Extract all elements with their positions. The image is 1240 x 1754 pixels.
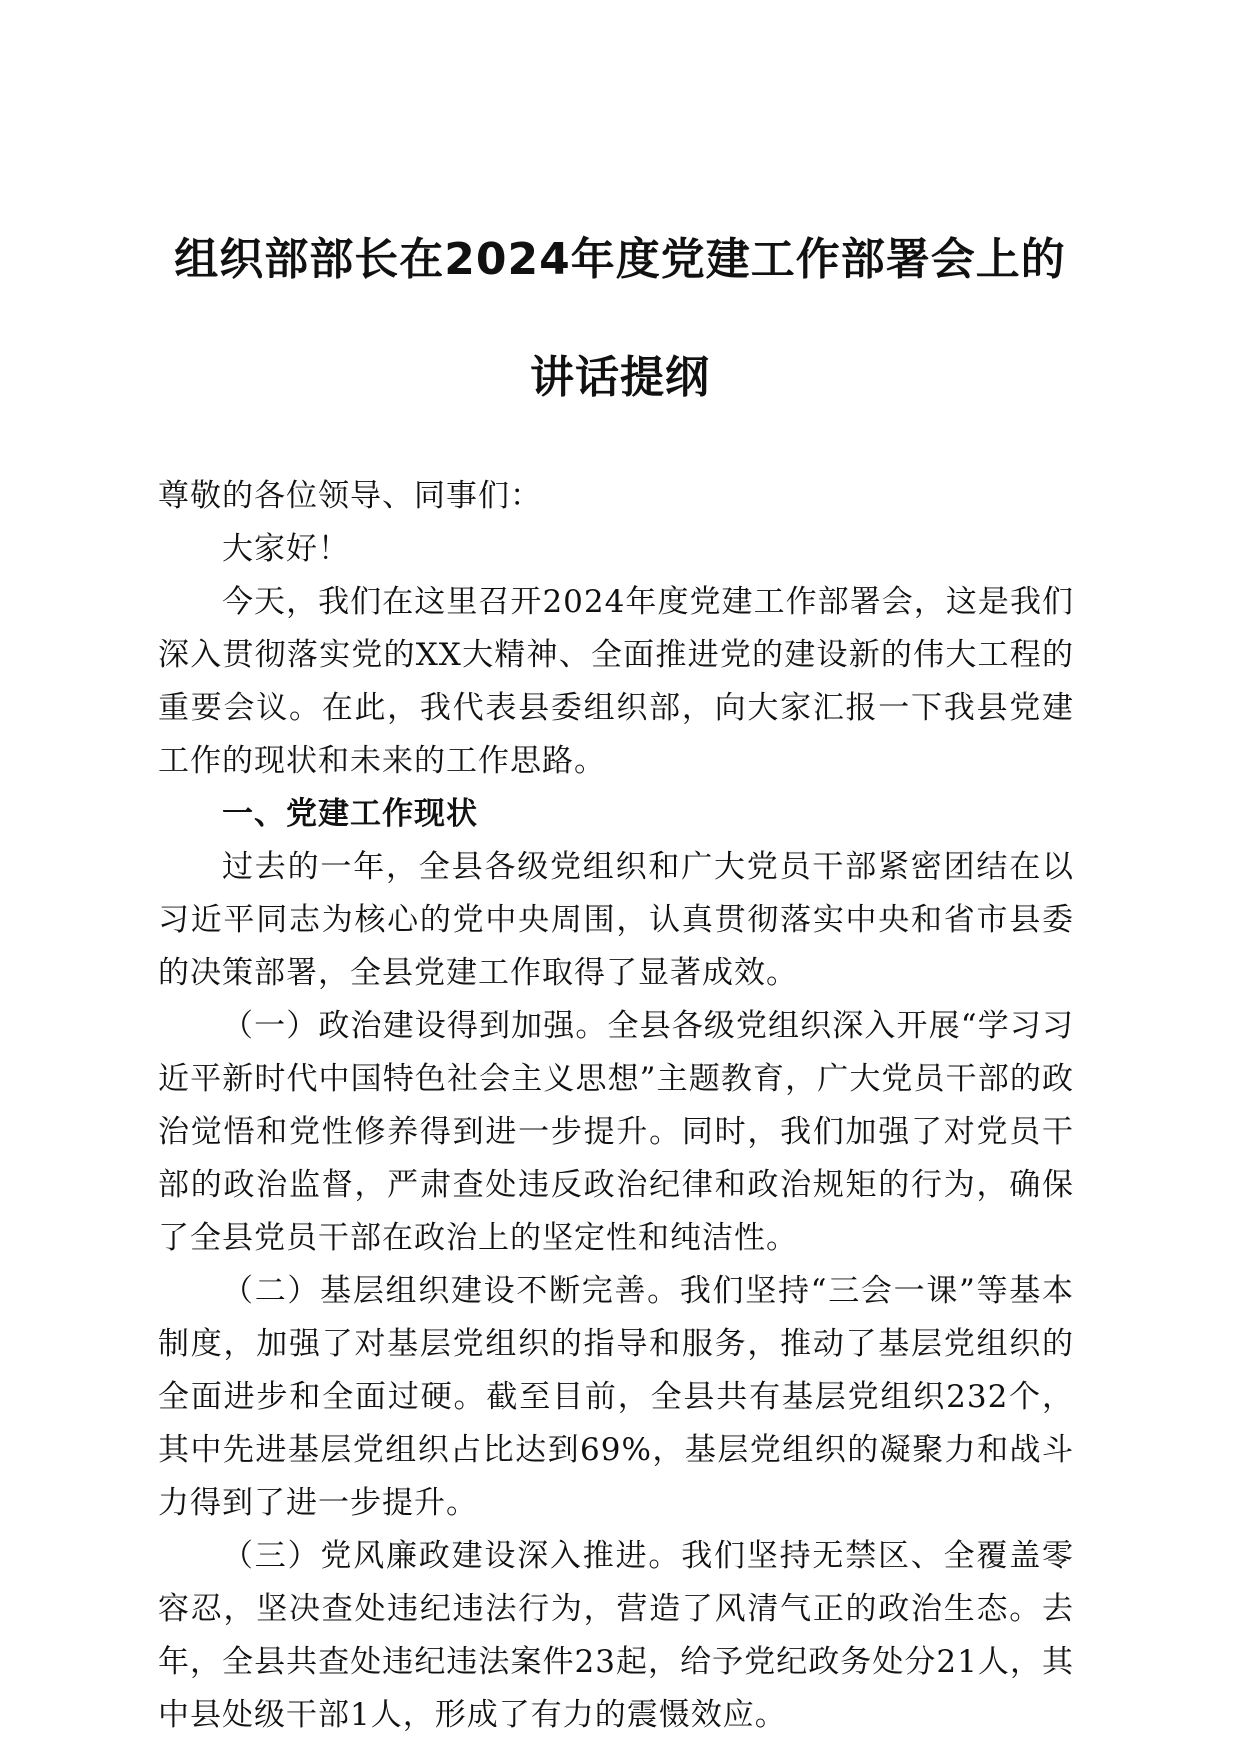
paragraph-integrity: （三）党风廉政建设深入推进。我们坚持无禁区、全覆盖零容忍，坚决查处违纪违法行为，营造了风清气正的政治生态。去年，全县共查处违纪违法案件23起，给予党纪政务处分21人，其中县处级干部1人，形成了有力的震慑效应。 (158, 1538, 1074, 1733)
paragraph-intro: 今天，我们在这里召开2024年度党建工作部署会，这是我们深入贯彻落实党的XX大精神、全面推进党的建设新的伟大工程的重要会议。在此，我代表县委组织部，向大家汇报一下我县党建工作的现状和未来的工作思路。 (158, 584, 1074, 779)
document-title-line-2: 讲话提纲 (530, 352, 710, 403)
section-heading: 一、党建工作现状 (222, 796, 478, 832)
paragraph-grassroots: （二）基层组织建设不断完善。我们坚持“三会一课”等基本制度，加强了对基层党组织的指导和服务，推动了基层党组织的全面进步和全面过硬。截至目前，全县共有基层党组织232个，其中先进基层党组织占比达到69%，基层党组织的凝聚力和战斗力得到了进一步提升。 (158, 1273, 1074, 1521)
document-title-line-1: 组织部部长在2024年度党建工作部署会上的 (174, 234, 1066, 285)
document-body (158, 470, 1074, 1742)
paragraph-political: （一）政治建设得到加强。全县各级党组织深入开展“学习习近平新时代中国特色社会主义思想”主题教育，广大党员干部的政治觉悟和党性修养得到进一步提升。同时，我们加强了对党员干部的政治监督，严肃查处违反政治纪律和政治规矩的行为，确保了全县党员干部在政治上的坚定性和纯洁性。 (158, 1008, 1074, 1256)
paragraph-overview: 过去的一年，全县各级党组织和广大党员干部紧密团结在以习近平同志为核心的党中央周围，认真贯彻落实中央和省市县委的决策部署，全县党建工作取得了显著成效。 (158, 849, 1074, 991)
greeting: 大家好！ (222, 531, 350, 567)
salutation: 尊敬的各位领导、同事们： (158, 478, 542, 514)
